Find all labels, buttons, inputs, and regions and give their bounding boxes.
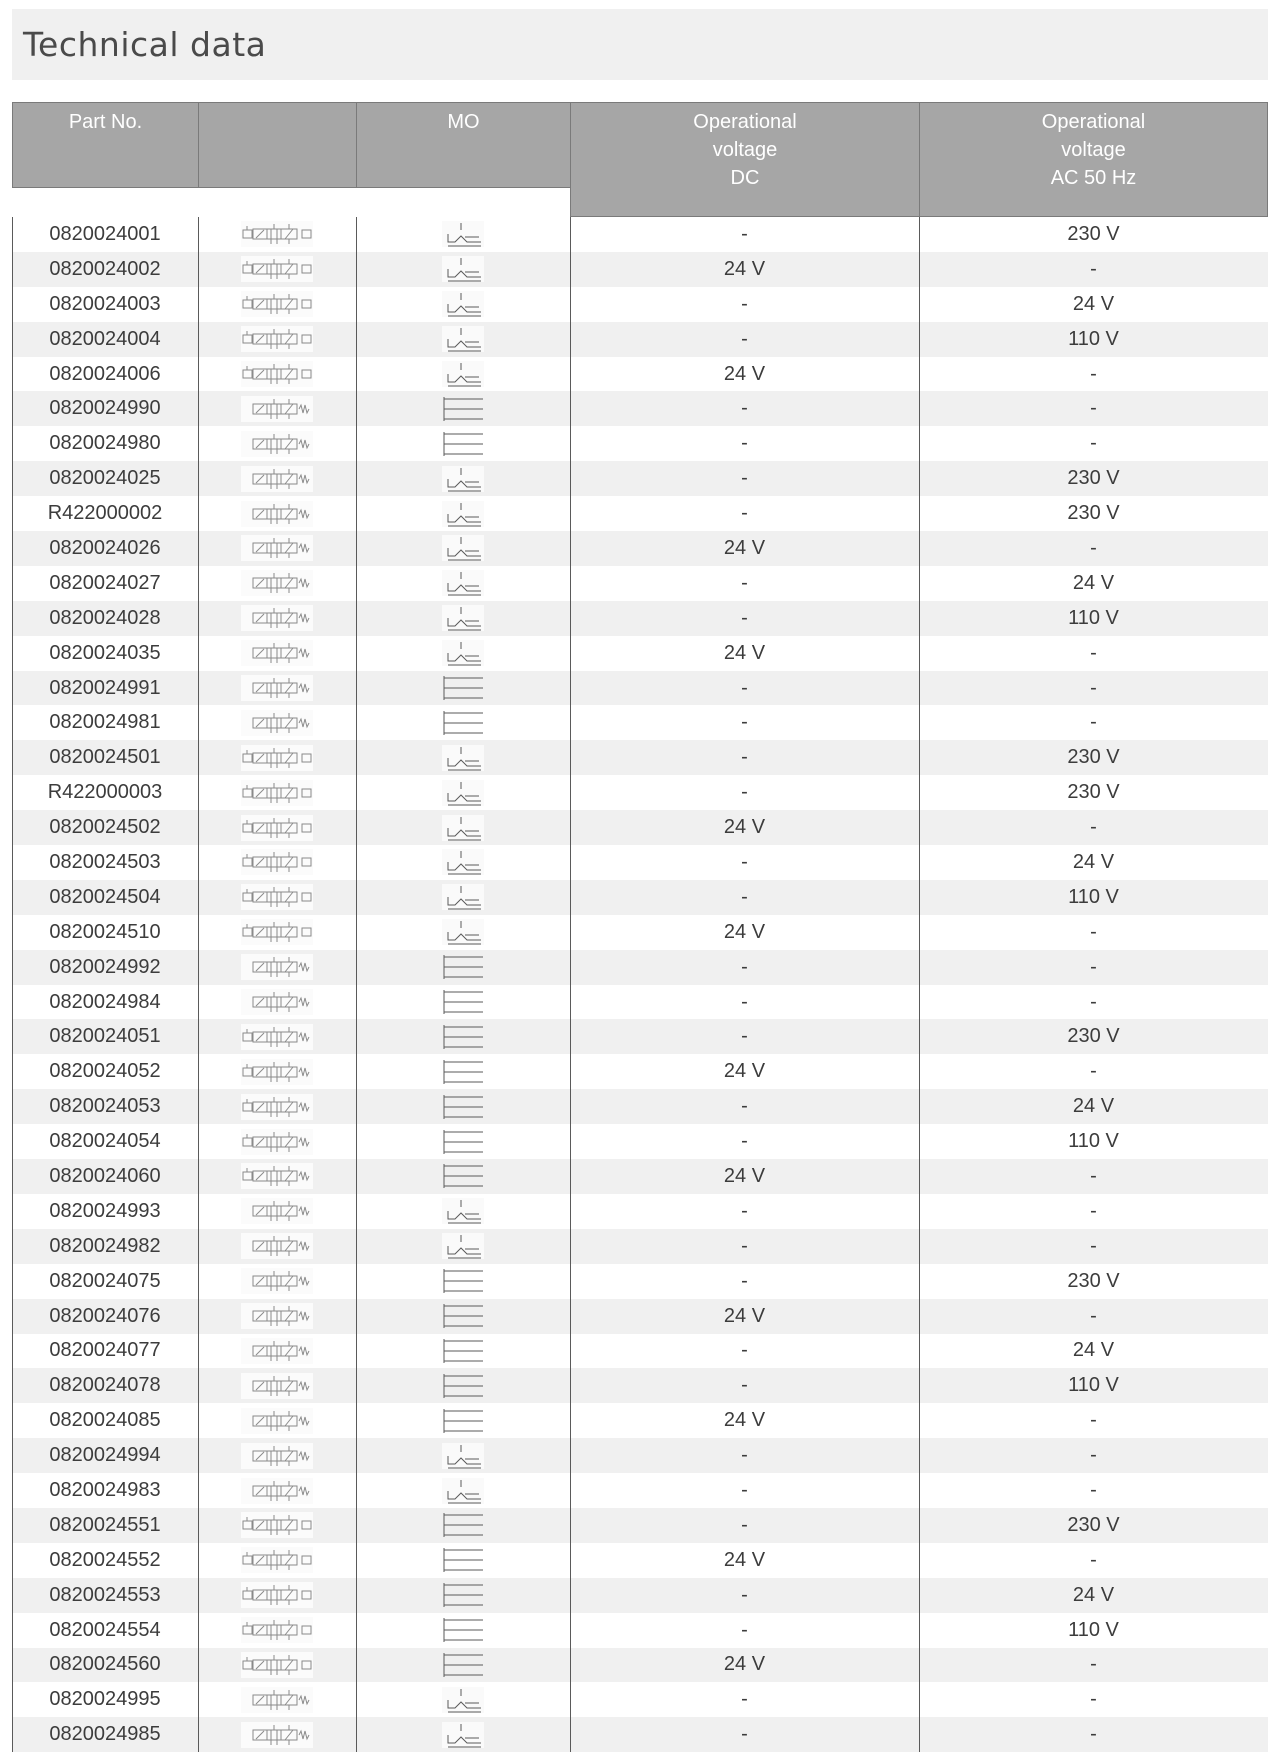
voltage-dc: 24 V [723, 816, 766, 839]
voltage-dc: - [741, 1513, 748, 1536]
valve-symbol-icon [198, 985, 356, 1020]
valve-symbol-icon [198, 915, 356, 950]
voltage-dc: 24 V [723, 1304, 766, 1327]
voltage-ac: - [1090, 1199, 1097, 1222]
voltage-ac: - [1090, 676, 1097, 699]
mounting-bracket-icon [356, 1543, 570, 1578]
mounting-bracket-icon [356, 705, 570, 740]
part-number: R422000002 [47, 502, 163, 525]
mounting-bracket-icon [356, 985, 570, 1020]
part-number: 0820024554 [49, 1618, 161, 1641]
voltage-ac: - [1090, 432, 1097, 455]
table-row [12, 1473, 1268, 1508]
mounting-bracket-icon [356, 1334, 570, 1369]
table-row [12, 357, 1268, 392]
valve-symbol-icon [198, 1578, 356, 1613]
voltage-ac: - [1090, 1653, 1097, 1676]
valve-symbol-icon [198, 1438, 356, 1473]
solenoid-mounting-icon [356, 496, 570, 531]
table-row [12, 915, 1268, 950]
part-number: 0820024981 [49, 711, 161, 734]
header-symbol [198, 102, 356, 188]
part-number: 0820024982 [49, 1234, 161, 1257]
valve-symbol-icon [198, 566, 356, 601]
solenoid-mounting-icon [356, 1229, 570, 1264]
table-row [12, 1543, 1268, 1578]
mounting-bracket-icon [356, 1264, 570, 1299]
voltage-ac: 24 V [1072, 571, 1115, 594]
voltage-dc: 24 V [723, 1164, 766, 1187]
table-row [12, 1229, 1268, 1264]
voltage-ac: 230 V [1067, 781, 1120, 804]
voltage-dc: - [741, 292, 748, 315]
solenoid-mounting-icon [356, 1438, 570, 1473]
column-divider [12, 217, 13, 1752]
mounting-bracket-icon [356, 1648, 570, 1683]
voltage-dc: - [741, 746, 748, 769]
part-number: 0820024501 [49, 746, 161, 769]
valve-symbol-icon [198, 636, 356, 671]
table-row [12, 1403, 1268, 1438]
voltage-ac: - [1090, 920, 1097, 943]
solenoid-mounting-icon [356, 461, 570, 496]
part-number: 0820024985 [49, 1723, 161, 1746]
table-row [12, 1648, 1268, 1683]
table-row [12, 1682, 1268, 1717]
voltage-dc: - [741, 1199, 748, 1222]
header-dc-line-2: voltage [712, 139, 778, 161]
header-mo: MO [356, 102, 570, 188]
part-number: 0820024984 [49, 990, 161, 1013]
table-row [12, 1054, 1268, 1089]
valve-symbol-icon [198, 1508, 356, 1543]
voltage-dc: 24 V [723, 362, 766, 385]
valve-symbol-icon [198, 1229, 356, 1264]
solenoid-mounting-icon [356, 1473, 570, 1508]
valve-symbol-icon [198, 775, 356, 810]
table-row [12, 287, 1268, 322]
header-voltage-dc [570, 102, 919, 217]
valve-symbol-icon [198, 1159, 356, 1194]
voltage-dc: - [741, 1374, 748, 1397]
voltage-dc: - [741, 467, 748, 490]
voltage-ac: 110 V [1068, 327, 1119, 350]
valve-symbol-icon [198, 322, 356, 357]
voltage-ac: 230 V [1067, 222, 1120, 245]
part-number: 0820024992 [49, 955, 161, 978]
part-number: 0820024054 [49, 1130, 161, 1153]
part-number: 0820024078 [49, 1374, 161, 1397]
part-number: 0820024060 [49, 1164, 161, 1187]
voltage-ac: 24 V [1072, 850, 1115, 873]
voltage-ac: - [1090, 1723, 1097, 1746]
mounting-bracket-icon [356, 1159, 570, 1194]
voltage-dc: - [741, 1583, 748, 1606]
voltage-ac: 230 V [1067, 467, 1120, 490]
voltage-dc: - [741, 432, 748, 455]
table-row [12, 671, 1268, 706]
header-dc-line-1: Operational [693, 111, 797, 133]
part-number: 0820024002 [49, 257, 161, 280]
voltage-dc: - [741, 1234, 748, 1257]
valve-symbol-icon [198, 705, 356, 740]
table-row [12, 1334, 1268, 1369]
column-divider [356, 217, 357, 1752]
table-row [12, 880, 1268, 915]
part-number: 0820024510 [49, 920, 161, 943]
voltage-dc: - [741, 781, 748, 804]
voltage-dc: - [741, 1618, 748, 1641]
voltage-ac: 230 V [1067, 1025, 1120, 1048]
voltage-dc: 24 V [723, 920, 766, 943]
voltage-ac: 230 V [1067, 1513, 1120, 1536]
voltage-dc: - [741, 327, 748, 350]
table-row [12, 1578, 1268, 1613]
table-row [12, 705, 1268, 740]
table-row [12, 636, 1268, 671]
table-row [12, 1368, 1268, 1403]
solenoid-mounting-icon [356, 1682, 570, 1717]
voltage-ac: 110 V [1068, 885, 1119, 908]
valve-symbol-icon [198, 1089, 356, 1124]
voltage-dc: - [741, 571, 748, 594]
mounting-bracket-icon [356, 1613, 570, 1648]
part-number: 0820024001 [49, 222, 161, 245]
part-number: 0820024006 [49, 362, 161, 385]
part-number: 0820024076 [49, 1304, 161, 1327]
table-header [12, 102, 1268, 217]
valve-symbol-icon [198, 1194, 356, 1229]
valve-symbol-icon [198, 1334, 356, 1369]
voltage-ac: - [1090, 1444, 1097, 1467]
table-row [12, 810, 1268, 845]
mounting-bracket-icon [356, 1299, 570, 1334]
valve-symbol-icon [198, 1019, 356, 1054]
voltage-ac: - [1090, 711, 1097, 734]
part-number: 0820024085 [49, 1409, 161, 1432]
valve-symbol-icon [198, 357, 356, 392]
voltage-dc: - [741, 850, 748, 873]
column-divider [570, 217, 571, 1752]
voltage-ac: - [1090, 1548, 1097, 1571]
solenoid-mounting-icon [356, 810, 570, 845]
voltage-dc: - [741, 955, 748, 978]
voltage-dc: - [741, 1479, 748, 1501]
solenoid-mounting-icon [356, 252, 570, 287]
voltage-ac: - [1090, 1164, 1097, 1187]
voltage-dc: - [741, 1339, 748, 1362]
part-number: 0820024004 [49, 327, 161, 350]
voltage-dc: 24 V [723, 536, 766, 559]
mounting-bracket-icon [356, 1019, 570, 1054]
part-number: R422000003 [47, 781, 163, 804]
valve-symbol-icon [198, 1264, 356, 1299]
voltage-ac: - [1090, 397, 1097, 420]
solenoid-mounting-icon [356, 217, 570, 252]
valve-symbol-icon [198, 496, 356, 531]
table-row [12, 1019, 1268, 1054]
valve-symbol-icon [198, 461, 356, 496]
table-row [12, 740, 1268, 775]
solenoid-mounting-icon [356, 775, 570, 810]
part-number: 0820024035 [49, 641, 161, 664]
solenoid-mounting-icon [356, 740, 570, 775]
part-number: 0820024983 [49, 1479, 161, 1501]
valve-symbol-icon [198, 531, 356, 566]
part-number: 0820024560 [49, 1653, 161, 1676]
voltage-ac: - [1090, 1304, 1097, 1327]
part-number: 0820024980 [49, 432, 161, 455]
valve-symbol-icon [198, 391, 356, 426]
voltage-dc: - [741, 1130, 748, 1153]
table-row [12, 322, 1268, 357]
part-number: 0820024995 [49, 1688, 161, 1711]
solenoid-mounting-icon [356, 880, 570, 915]
table-row [12, 950, 1268, 985]
part-number: 0820024504 [49, 885, 161, 908]
voltage-dc: 24 V [723, 1548, 766, 1571]
table-row [12, 1438, 1268, 1473]
column-divider [198, 217, 199, 1752]
solenoid-mounting-icon [356, 357, 570, 392]
valve-symbol-icon [198, 950, 356, 985]
header-ac-line-2: voltage [1061, 139, 1126, 161]
voltage-ac: - [1090, 641, 1097, 664]
table-row [12, 217, 1268, 252]
voltage-dc: - [741, 1269, 748, 1292]
header-ac-line-3: AC 50 Hz [1050, 167, 1137, 189]
voltage-dc: - [741, 885, 748, 908]
voltage-dc: - [741, 397, 748, 420]
voltage-ac: - [1090, 1479, 1097, 1501]
part-number: 0820024990 [49, 397, 161, 420]
voltage-ac: - [1090, 990, 1097, 1013]
valve-symbol-icon [198, 1543, 356, 1578]
voltage-dc: 24 V [723, 1409, 766, 1432]
voltage-ac: - [1090, 536, 1097, 559]
solenoid-mounting-icon [356, 566, 570, 601]
part-number: 0820024994 [49, 1444, 161, 1467]
page-title: Technical data [23, 25, 267, 64]
table-row [12, 461, 1268, 496]
voltage-dc: - [741, 676, 748, 699]
title-bar [12, 9, 1268, 80]
part-number: 0820024027 [49, 571, 161, 594]
table-row [12, 1159, 1268, 1194]
part-number: 0820024053 [49, 1095, 161, 1118]
header-part-no: Part No. [12, 102, 198, 188]
table-row [12, 426, 1268, 461]
table-row [12, 1264, 1268, 1299]
voltage-ac: 24 V [1072, 1095, 1115, 1118]
mounting-bracket-icon [356, 950, 570, 985]
table-row [12, 1508, 1268, 1543]
valve-symbol-icon [198, 1054, 356, 1089]
mounting-bracket-icon [356, 671, 570, 706]
valve-symbol-icon [198, 1299, 356, 1334]
valve-symbol-icon [198, 217, 356, 252]
mounting-bracket-icon [356, 1508, 570, 1543]
header-voltage-ac [919, 102, 1268, 217]
voltage-ac: - [1090, 955, 1097, 978]
voltage-dc: - [741, 1688, 748, 1711]
valve-symbol-icon [198, 601, 356, 636]
solenoid-mounting-icon [356, 601, 570, 636]
mounting-bracket-icon [356, 426, 570, 461]
valve-symbol-icon [198, 1717, 356, 1752]
voltage-ac: 230 V [1067, 1269, 1120, 1292]
voltage-ac: 230 V [1067, 746, 1120, 769]
table-row [12, 1089, 1268, 1124]
header-dc-line-3: DC [730, 167, 760, 189]
voltage-dc: 24 V [723, 1060, 766, 1083]
table-row [12, 985, 1268, 1020]
voltage-ac: - [1090, 257, 1097, 280]
voltage-dc: - [741, 1444, 748, 1467]
valve-symbol-icon [198, 1682, 356, 1717]
voltage-ac: 24 V [1072, 1339, 1115, 1362]
voltage-ac: 110 V [1068, 1374, 1119, 1397]
mounting-bracket-icon [356, 1089, 570, 1124]
mounting-bracket-icon [356, 1403, 570, 1438]
voltage-dc: - [741, 1025, 748, 1048]
part-number: 0820024075 [49, 1269, 161, 1292]
mounting-bracket-icon [356, 1054, 570, 1089]
solenoid-mounting-icon [356, 322, 570, 357]
voltage-dc: 24 V [723, 641, 766, 664]
part-number: 0820024502 [49, 816, 161, 839]
voltage-ac: 110 V [1068, 1618, 1119, 1641]
voltage-ac: - [1090, 1688, 1097, 1711]
header-ac-line-1: Operational [1041, 111, 1146, 133]
table-row [12, 566, 1268, 601]
voltage-ac: - [1090, 1234, 1097, 1257]
part-number: 0820024503 [49, 850, 161, 873]
valve-symbol-icon [198, 1613, 356, 1648]
part-number: 0820024552 [49, 1548, 161, 1571]
solenoid-mounting-icon [356, 531, 570, 566]
table-row [12, 1124, 1268, 1159]
solenoid-mounting-icon [356, 915, 570, 950]
part-number: 0820024553 [49, 1583, 161, 1606]
mounting-bracket-icon [356, 1578, 570, 1613]
part-number: 0820024026 [49, 536, 161, 559]
voltage-dc: - [741, 606, 748, 629]
voltage-dc: - [741, 711, 748, 734]
voltage-dc: - [741, 222, 748, 245]
valve-symbol-icon [198, 880, 356, 915]
voltage-ac: 24 V [1072, 292, 1115, 315]
voltage-dc: - [741, 990, 748, 1013]
valve-symbol-icon [198, 1473, 356, 1508]
table-row [12, 1717, 1268, 1752]
column-divider [919, 217, 920, 1752]
voltage-dc: 24 V [723, 257, 766, 280]
voltage-ac: 230 V [1067, 502, 1120, 525]
table-row [12, 601, 1268, 636]
part-number: 0820024551 [49, 1513, 161, 1536]
voltage-ac: - [1090, 362, 1097, 385]
voltage-dc: - [741, 502, 748, 525]
solenoid-mounting-icon [356, 1194, 570, 1229]
table-row [12, 496, 1268, 531]
valve-symbol-icon [198, 287, 356, 322]
voltage-dc: 24 V [723, 1653, 766, 1676]
table-row [12, 391, 1268, 426]
part-number: 0820024077 [49, 1339, 161, 1362]
valve-symbol-icon [198, 810, 356, 845]
part-number: 0820024991 [49, 676, 161, 699]
mounting-bracket-icon [356, 1124, 570, 1159]
table-row [12, 845, 1268, 880]
table-row [12, 1194, 1268, 1229]
table-row [12, 1613, 1268, 1648]
valve-symbol-icon [198, 426, 356, 461]
voltage-dc: - [741, 1723, 748, 1746]
voltage-ac: 110 V [1068, 606, 1119, 629]
solenoid-mounting-icon [356, 1717, 570, 1752]
table-row [12, 252, 1268, 287]
table-body [12, 217, 1268, 1752]
valve-symbol-icon [198, 740, 356, 775]
valve-symbol-icon [198, 1648, 356, 1683]
part-number: 0820024025 [49, 467, 161, 490]
part-number: 0820024993 [49, 1199, 161, 1222]
solenoid-mounting-icon [356, 845, 570, 880]
part-number: 0820024051 [49, 1025, 161, 1048]
voltage-ac: - [1090, 1409, 1097, 1432]
part-number: 0820024028 [49, 606, 161, 629]
valve-symbol-icon [198, 1124, 356, 1159]
valve-symbol-icon [198, 1403, 356, 1438]
part-number: 0820024052 [49, 1060, 161, 1083]
valve-symbol-icon [198, 845, 356, 880]
valve-symbol-icon [198, 1368, 356, 1403]
valve-symbol-icon [198, 671, 356, 706]
voltage-ac: - [1090, 816, 1097, 839]
table-row [12, 775, 1268, 810]
mounting-bracket-icon [356, 1368, 570, 1403]
solenoid-mounting-icon [356, 287, 570, 322]
table-row [12, 531, 1268, 566]
mounting-bracket-icon [356, 391, 570, 426]
voltage-ac: - [1090, 1060, 1097, 1083]
part-number: 0820024003 [49, 292, 161, 315]
table-row [12, 1299, 1268, 1334]
valve-symbol-icon [198, 252, 356, 287]
voltage-ac: 24 V [1072, 1583, 1115, 1606]
solenoid-mounting-icon [356, 636, 570, 671]
voltage-ac: 110 V [1068, 1130, 1119, 1153]
voltage-dc: - [741, 1095, 748, 1118]
